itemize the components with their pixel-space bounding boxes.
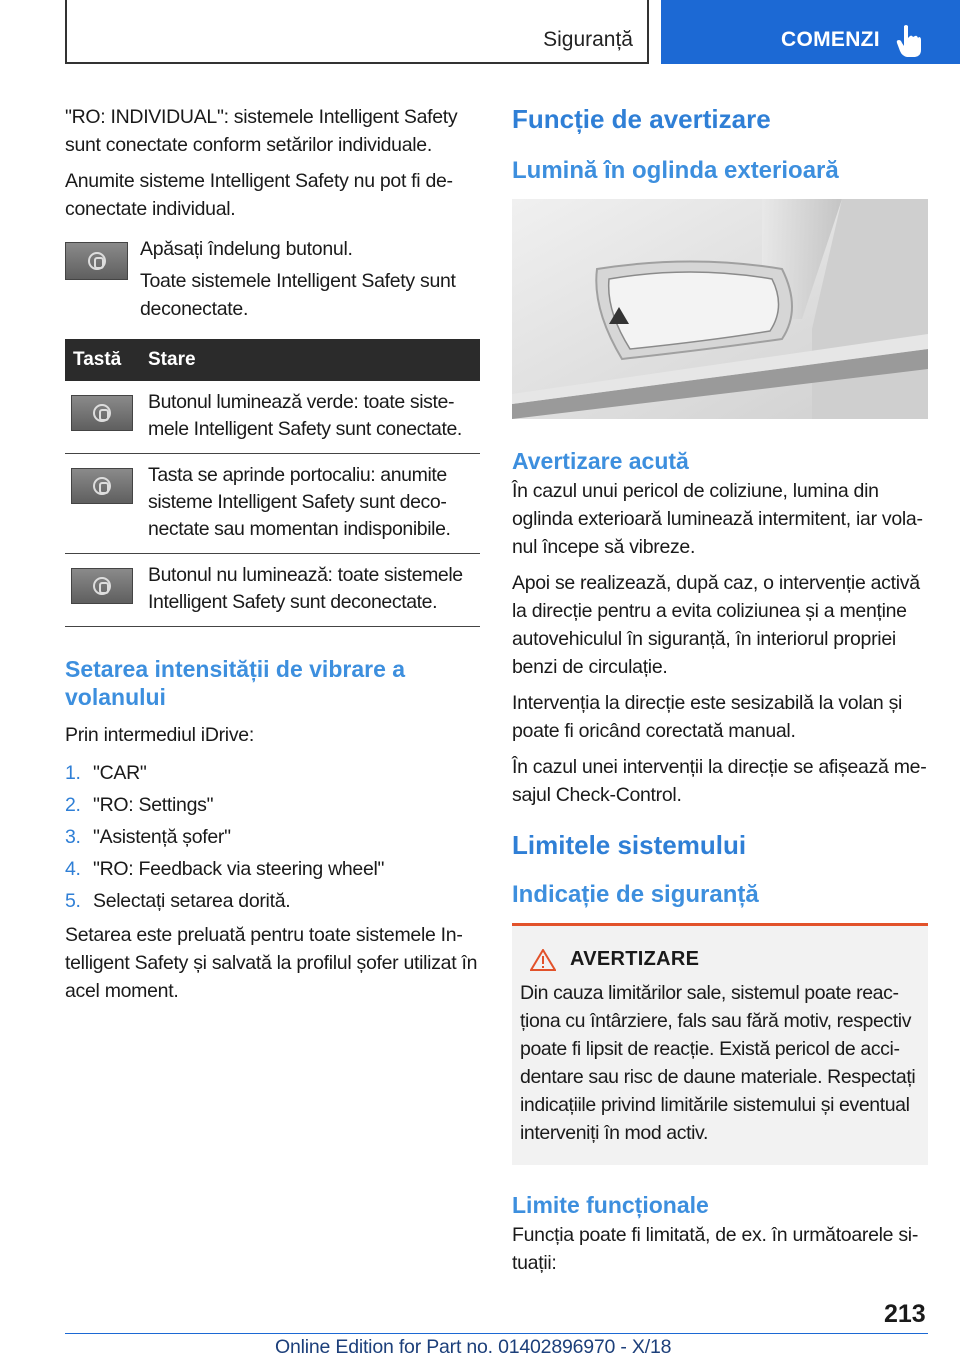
warning-text: Din cauza limitărilor sale, sistemul poate reac-ționa cu întârziere, fals sau fără motiv, respectiv poate fi lipsit de reacție. Există pericol de acci-dentare sau risc de daune materiale. Respectați indicațiile privind limitările sistemului și eventual interveniți în mod activ. bbox=[520, 982, 916, 1144]
table-cell-state: Butonul nu luminează: toate sistemele Intelligent Safety sunt deconectate. bbox=[140, 554, 480, 627]
intelligent-safety-button-icon bbox=[71, 568, 133, 604]
intelligent-safety-button-icon bbox=[65, 242, 128, 280]
table-header-key: Tastă bbox=[65, 339, 140, 381]
list-item: 4. "RO: Feedback via steering wheel" bbox=[65, 858, 385, 880]
table-row bbox=[65, 381, 480, 454]
acute-paragraph-1: În cazul unui pericol de coliziune, lumina din oglinda exterioară luminează intermitent, iar vola-nul începe să vibreze. bbox=[512, 480, 923, 558]
table-row bbox=[65, 554, 480, 627]
functional-limits-heading: Limite funcționale bbox=[512, 1192, 709, 1218]
vibration-heading: Setarea intensității de vibrare a volanului bbox=[65, 656, 406, 710]
acute-warning-heading: Avertizare acută bbox=[512, 448, 689, 474]
list-item: 2. "RO: Settings" bbox=[65, 794, 214, 816]
table-row bbox=[65, 454, 480, 554]
intelligent-safety-button-icon bbox=[71, 395, 133, 431]
section-title: Siguranță bbox=[543, 28, 633, 51]
list-item: 3. "Asistență șofer" bbox=[65, 826, 231, 848]
functional-limits-paragraph: Funcția poate fi limitată, de ex. în următoarele si-tuații: bbox=[512, 1224, 919, 1274]
list-item: 5. Selectați setarea dorită. bbox=[65, 890, 291, 912]
right-column bbox=[512, 103, 928, 1285]
left-column bbox=[65, 103, 480, 1013]
press-instruction: Apăsați îndelung butonul. bbox=[140, 238, 353, 260]
intro-paragraph-2: Anumite sisteme Intelligent Safety nu pot fi de-conectate individual. bbox=[65, 170, 453, 220]
warning-function-heading: Funcție de avertizare bbox=[512, 104, 771, 134]
closing-paragraph: Setarea este preluată pentru toate sistemele In-telligent Safety și salvată la profilul șofer utilizat în acel moment. bbox=[65, 924, 478, 1002]
warning-title: AVERTIZARE bbox=[530, 948, 920, 971]
header-section-box bbox=[65, 0, 649, 64]
footer-edition: Online Edition for Part no. 01402896970 - X/18 bbox=[275, 1336, 672, 1358]
table-cell-state: Tasta se aprinde portocaliu: anumite sisteme Intelligent Safety sunt deco-nectate sau momentan indisponibile. bbox=[140, 454, 480, 554]
press-button-block bbox=[65, 235, 480, 325]
press-result: Toate sistemele Intelligent Safety sunt deconectate. bbox=[140, 270, 456, 320]
mirror-illustration bbox=[512, 199, 928, 419]
intro-paragraph-1: "RO: INDIVIDUAL": sistemele Intelligent Safety sunt conectate conform setărilor individuale. bbox=[65, 106, 458, 156]
table-header-state: Stare bbox=[140, 339, 480, 381]
pointing-hand-icon bbox=[895, 24, 923, 58]
button-status-table bbox=[65, 339, 480, 627]
footer-divider bbox=[65, 1333, 928, 1334]
warning-box bbox=[512, 923, 928, 1165]
warning-triangle-icon bbox=[530, 949, 556, 971]
intelligent-safety-button-icon bbox=[71, 468, 133, 504]
vibration-intro: Prin intermediul iDrive: bbox=[65, 724, 254, 746]
list-item: 1. "CAR" bbox=[65, 762, 147, 784]
tab-label: COMENZI bbox=[781, 28, 880, 51]
acute-paragraph-2: Apoi se realizează, după caz, o intervenție activă la direcție pentru a evita coliziunea și a menține autovehiculul în siguranță, în interiorul propriei benzi de circulație. bbox=[512, 572, 920, 678]
page-number: 213 bbox=[884, 1300, 926, 1328]
mirror-light-heading: Lumină în oglinda exterioară bbox=[512, 157, 839, 184]
steps-list bbox=[65, 757, 480, 917]
table-cell-state: Butonul luminează verde: toate siste-mele Intelligent Safety sunt conectate. bbox=[140, 381, 480, 454]
system-limits-heading: Limitele sistemului bbox=[512, 830, 747, 860]
comenzi-tab[interactable] bbox=[661, 0, 960, 64]
exterior-mirror-image bbox=[512, 199, 928, 419]
acute-paragraph-4: În cazul unei intervenții la direcție se afișează me-sajul Check-Control. bbox=[512, 756, 927, 806]
acute-paragraph-3: Intervenția la direcție este sesizabilă la volan și poate fi oricând corectată manual. bbox=[512, 692, 903, 742]
safety-note-heading: Indicație de siguranță bbox=[512, 881, 759, 908]
